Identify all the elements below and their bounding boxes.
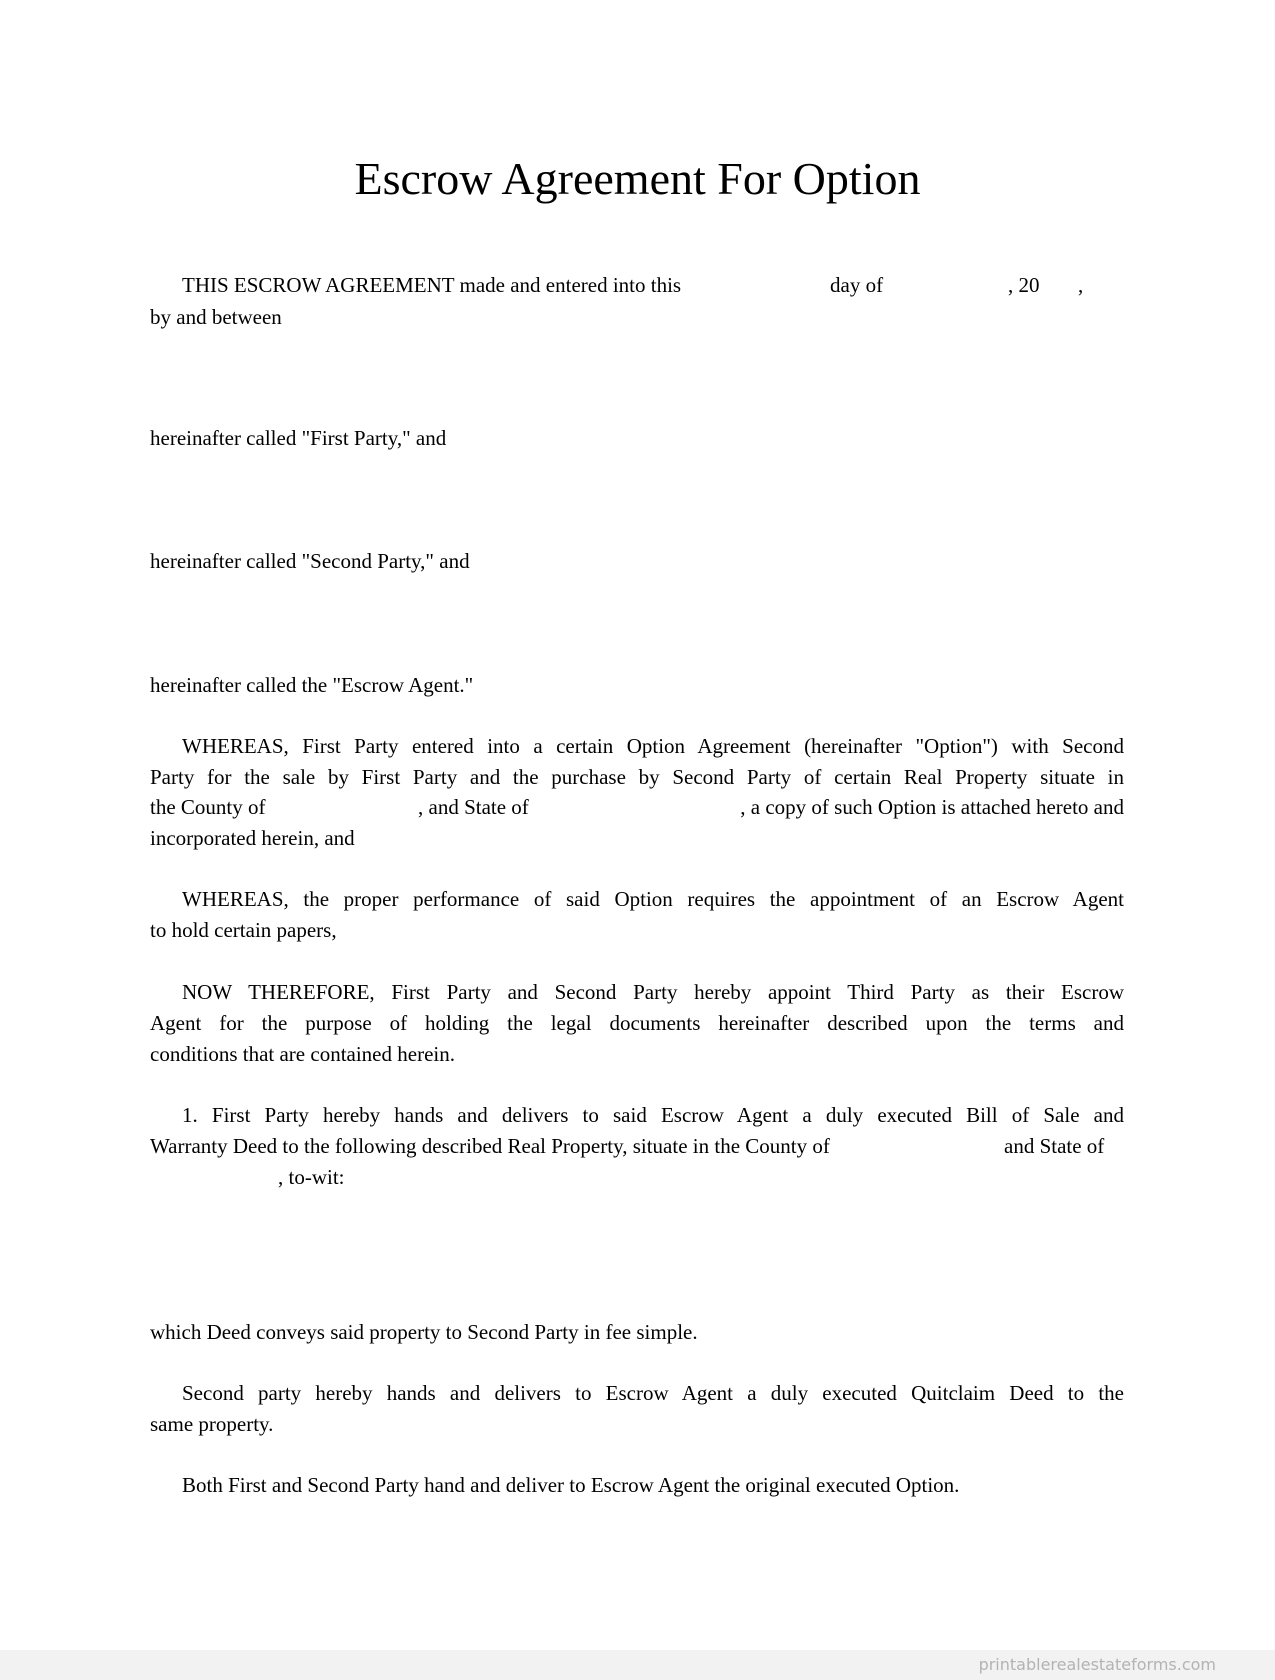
second-party-delivers-line1: Second party hereby hands and delivers to Escrow Agent a duly executed Quitclaim Deed to the: [182, 1381, 1124, 1405]
now-therefore-line1: NOW THEREFORE, First Party and Second Party hereby appoint Third Party as their Escrow: [182, 980, 1124, 1004]
clause1-state-of: and State of: [1004, 1134, 1105, 1158]
whereas2-line2: to hold certain papers,: [150, 918, 337, 942]
escrow-agent-label: hereinafter called the "Escrow Agent.": [150, 673, 474, 697]
first-party-label: hereinafter called "First Party," and: [150, 426, 447, 450]
footer-watermark: printablerealestateforms.com: [978, 1655, 1216, 1674]
clause1-line1: 1. First Party hereby hands and delivers to said Escrow Agent a duly executed Bill of Sale and: [182, 1103, 1124, 1127]
intro-text-2: by and between: [150, 305, 282, 329]
whereas1-state: , and State of: [418, 795, 529, 819]
intro-day-of: day of: [830, 273, 884, 297]
whereas2-line1: WHEREAS, the proper performance of said Option requires the appointment of an Escrow Agent: [182, 887, 1124, 911]
both-deliver-text: Both First and Second Party hand and deliver to Escrow Agent the original executed Option.: [182, 1473, 960, 1497]
footer-bar: [0, 1650, 1275, 1680]
document-title: Escrow Agreement For Option: [354, 153, 921, 204]
second-party-label: hereinafter called "Second Party," and: [150, 549, 470, 573]
whereas1-copy: , a copy of such Option is attached hereto and: [740, 795, 1124, 819]
whereas1-line4: incorporated herein, and: [150, 826, 355, 850]
intro-year: , 20: [1008, 273, 1040, 297]
deed-conveys-text: which Deed conveys said property to Second Party in fee simple.: [150, 1320, 698, 1344]
clause1-line2: Warranty Deed to the following described Real Property, situate in the County of: [150, 1134, 830, 1158]
whereas1-line1: WHEREAS, First Party entered into a certain Option Agreement (hereinafter "Option") with Second: [182, 734, 1124, 758]
now-therefore-line2: Agent for the purpose of holding the legal documents hereinafter described upon the terms and: [150, 1011, 1124, 1035]
intro-text-1: THIS ESCROW AGREEMENT made and entered into this: [182, 273, 682, 297]
clause1-line3: , to-wit:: [278, 1165, 345, 1189]
second-party-delivers-line2: same property.: [150, 1412, 274, 1436]
whereas1-line2: Party for the sale by First Party and the purchase by Second Party of certain Real Property situate in: [150, 765, 1124, 789]
whereas1-county: the County of: [150, 795, 266, 819]
now-therefore-line3: conditions that are contained herein.: [150, 1042, 455, 1066]
intro-comma: ,: [1078, 273, 1084, 297]
